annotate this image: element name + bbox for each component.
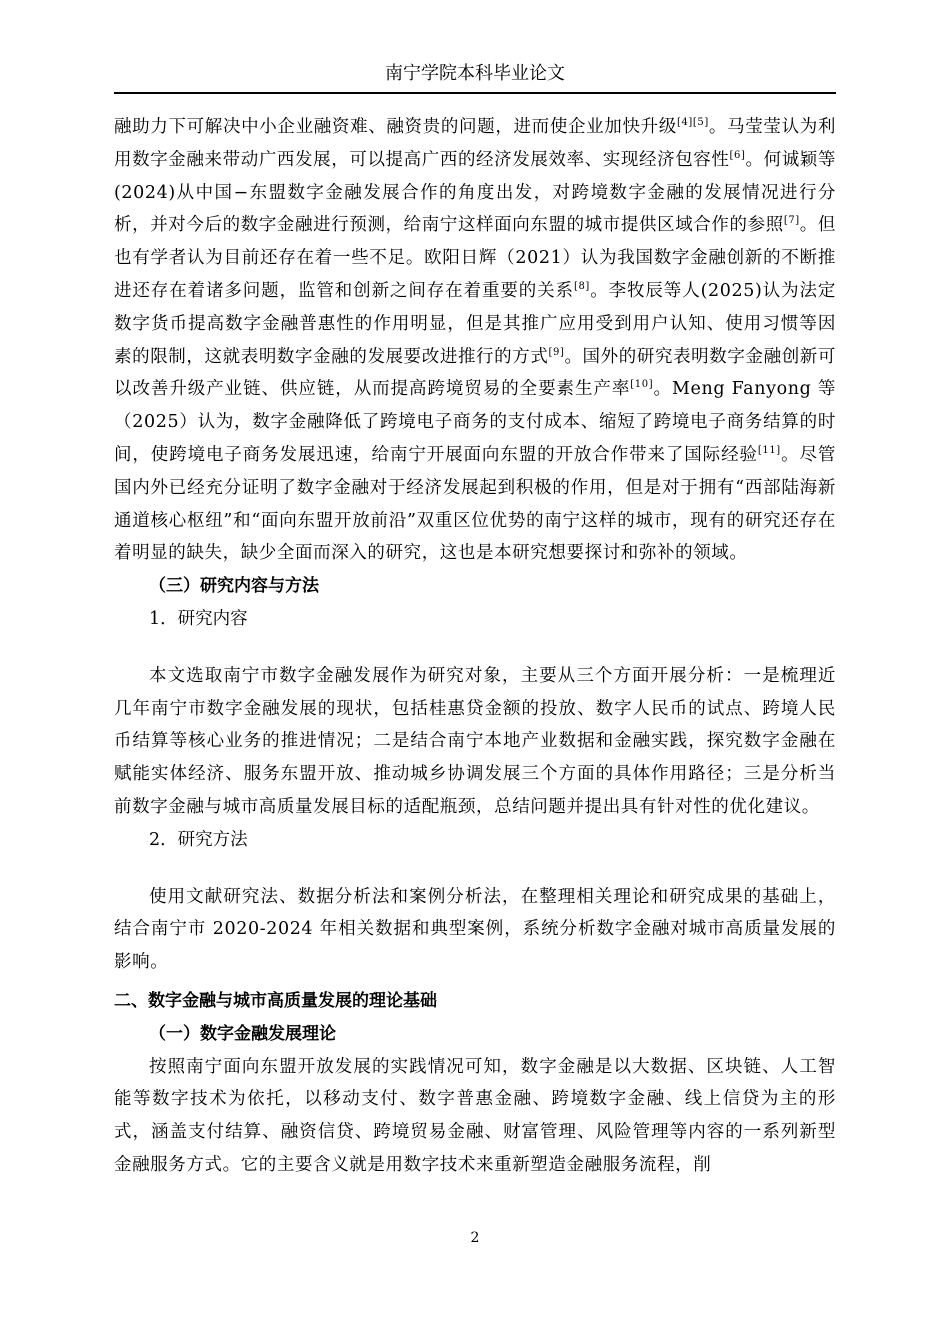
page-header: 南宁学院本科毕业论文 (385, 63, 565, 84)
citation: [10] (630, 379, 654, 391)
page-number: 2 (470, 1230, 480, 1246)
paragraph-theory: 按照南宁面向东盟开放发展的实践情况可知，数字金融是以大数据、区块链、人工智能等数字技术为依托，以移动支付、数字普惠金融、跨境数字金融、线上信贷为主的形式，涵盖支付结算、融资信贷、跨境贸易金融、财富管理、风险管理等内容的一系列新型金融服务方式。它的主要含义就是用数字技术来重新塑造金融服务流程，削 (114, 1056, 836, 1175)
text-run: 。但也有学者认为目前还存在着一些不足。欧阳日辉（2021）认为我国数字金融创新的不断推进还存在着诸多问题，监管和创新之间存在着重要的关系 (114, 215, 837, 301)
text-run: 。尽管国内外已经充分证明了数字金融对于经济发展起到积极的作用，但是对于拥有“西部陆海新通道核心枢纽”和“面向东盟开放前沿”双重区位优势的南宁这样的城市，现有的研究还存在着明显的缺失，缺少全面而深入的研究，这也是本研究想要探讨和弥补的领域。 (114, 444, 836, 564)
paragraph-research-method: 使用文献研究法、数据分析法和案例分析法，在整理相关理论和研究成果的基础上，结合南宁市 2020-2024 年相关数据和典型案例，系统分析数字金融对城市高质量发展的影响。 (114, 886, 836, 973)
citation: [6] (729, 149, 746, 161)
chapter-heading: 二、数字金融与城市高质量发展的理论基础 (114, 990, 437, 1011)
text-run: 。李牧辰等人(2025)认为法定数字货币提高数字金融普惠性的作用明显，但是其推广应用受到用户认知、使用习惯等因素的限制，这就表明数字金融的发展要改进推行的方式 (114, 280, 836, 367)
paragraph-literature-review (114, 111, 836, 570)
citation: [8] (573, 280, 590, 292)
citation: [11] (757, 444, 781, 456)
section-heading-content-method: （三）研究内容与方法 (149, 576, 319, 597)
paragraph-research-content: 本文选取南宁市数字金融发展作为研究对象，主要从三个方面开展分析：一是梳理近几年南宁市数字金融发展的现状，包括桂惠贷金额的投放、数字人民币的试点、跨境人民币结算等核心业务的推进情况；二是结合南宁本地产业数据和金融实践，探究数字金融在赋能实体经济、服务东盟开放、推动城乡协调发展三个方面的具体作用路径；三是分析当前数字金融与城市高质量发展目标的适配瓶颈，总结问题并提出具有针对性的优化建议。 (114, 665, 836, 817)
text-run: 。马莹莹认为利用数字金融来带动广西发展，可以提高广西的经济发展效率、实现经济包容性 (114, 117, 836, 170)
spacer (114, 857, 836, 881)
subsection-heading-research-content: 1．研究内容 (149, 608, 248, 629)
citation: [9] (548, 346, 565, 358)
spacer (114, 636, 836, 660)
text-run: 。何诚颖等(2024)从中国−东盟数字金融发展合作的角度出发，对跨境数字金融的发展情况进行分析，并对今后的数字金融进行预测，给南宁这样面向东盟的城市提供区域合作的参照 (114, 149, 836, 236)
text-run: 融助力下可解决中小企业融资难、融资贵的问题，进而使企业加快升级 (114, 117, 677, 137)
body-text (114, 111, 836, 1182)
text-run: 。国外的研究表明数字金融创新可以改善升级产业链、供应链，从而提高跨境贸易的全要素生产率 (114, 346, 836, 400)
subsection-heading-research-method: 2．研究方法 (149, 829, 248, 850)
citation: [7] (783, 215, 800, 227)
section-heading-theory: （一）数字金融发展理论 (149, 1023, 336, 1044)
citation: [4][5] (676, 117, 709, 128)
header-rule (114, 92, 836, 94)
text-run: 。Meng Fanyong 等（2025）认为，数字金融降低了跨境电子商务的支付成本、缩短了跨境电子商务结算的时间，使跨境电子商务发展迅速，给南宁开展面向东盟的开放合作带来了国际经验 (114, 379, 836, 465)
